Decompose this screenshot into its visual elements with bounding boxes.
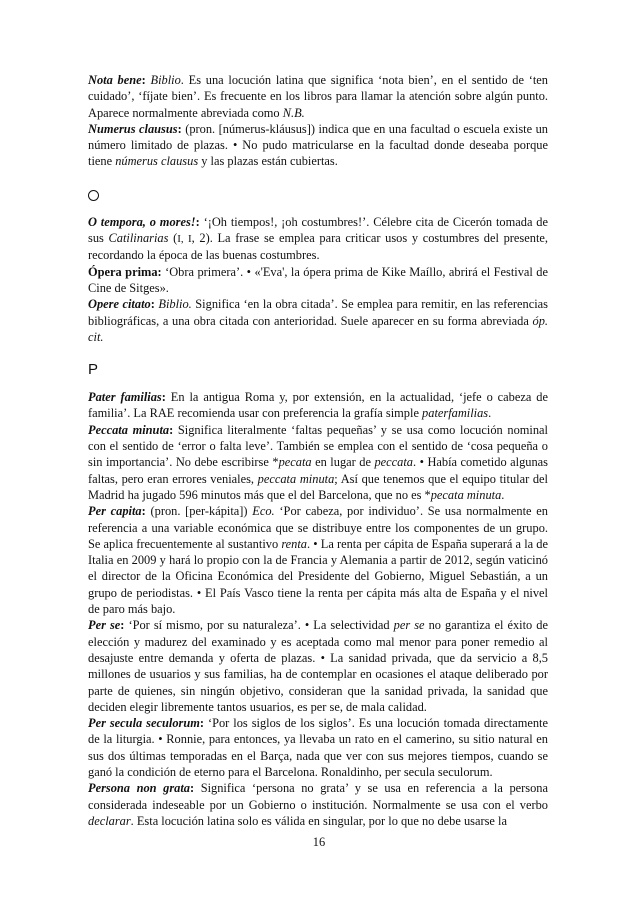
entry-text: . [501,487,505,502]
dictionary-entry [88,264,548,297]
dictionary-entry [88,296,548,345]
entry-text: ‘Por los siglos de los siglos’. Es una locución tomada directamente de la liturgia. • Ronnie, para entonces, ya llevaba un rato en el camerino, su sitio natural en sus dos últimas temporadas en el Barça, nada que ver con sus mejores tiempos, cuando se ganó la condición de eterno para el Barcelona. Ronaldinho, per secula seculorum. [88,716,548,779]
dictionary-entry [88,617,548,715]
section-letter-glyph [88,190,99,201]
entry-headword: Peccata minuta [88,422,170,437]
page-number: 16 [312,835,326,849]
entry-text: . [488,406,492,421]
entry-colon: : [195,214,204,229]
entry-colon: : [177,121,186,136]
entry-text: óp. cit. [88,313,548,344]
entry-text: . • La renta per cápita de España superará a la de Italia en 2009 y hará lo propio con la de Francia y Alemania a partir de 2012, según vaticinó el director de la Oficina Económica del Presidente del Gobierno, Miguel Sebastián, a un grupo de periodistas. • El País Vasco tiene la renta per cápita más alta de España y el nivel de paro más bajo. [88,536,548,617]
entry-text: ; Así que tenemos que el equipo titular del Madrid ha jugado 596 minutos más que el del Barcelona, que no es * [88,471,548,502]
entry-text: En la antigua Roma y, por extensión, en la actualidad, ‘jefe o cabeza de familia’. La RAE recomienda usar con preferencia la grafía simple [88,390,548,421]
entry-text: . Es una locución latina que significa ‘nota bien’, en el sentido de ‘ten cuidado’, ‘fíjate bien’. Es frecuente en los libros para llamar la atención sobre algún punto. Aparece normalmente abreviada como [88,73,549,120]
entry-colon: : [150,297,159,312]
dictionary-entry [88,389,548,422]
entry-headword: Per capita [88,504,142,519]
dictionary-entry [88,72,548,121]
entry-headword: O tempora, o mores! [88,214,196,229]
dictionary-entry [88,422,548,503]
entry-colon: : [141,504,151,519]
entry-text: no garantiza el éxito de elección y madurez del examinado y es aceptada como mal menor para poner remedio al desajuste entre demanda y oferta de plazas. • La sanidad privada, que da servicio a 8,5 millones de usuarios y sus familias, ha de contemplar en ocasiones el ataque deliberado por parte de quienes, sin ningún objetivo, consideran que la sanidad privada, la sanidad que deciden elegir libremente tantos usuarios, es per se, de mala calidad. [88,618,549,714]
entry-text: en lugar de [311,455,375,470]
entry-text: I, I [177,233,192,246]
entry-text: Significa literalmente ‘faltas pequeñas’ y se usa como locución nominal con el sentido de ‘error o falta leve’. También se emplea con el sentido de ‘cosa pequeña o sin importancia’. No debe escribirse * [88,422,548,470]
entry-headword: Per secula seculorum [88,716,200,731]
entry-text: per se [393,618,425,633]
entry-text: y las plazas están cubiertas. [198,154,338,169]
entry-text: Biblio [150,73,181,87]
section-letter-p: P [88,361,99,379]
dictionary-entry [88,214,548,264]
entry-text: . • Había cometido algunas faltas, pero eran errores veniales, [88,455,548,486]
entry-colon: : [169,422,178,437]
entry-colon: : [199,716,208,731]
dictionary-entry [88,780,548,829]
section-letter-o [88,186,548,204]
entry-headword: Ópera prima [88,264,158,279]
entry-text: Catilinarias [108,231,169,246]
entry-text: ‘Por cabeza, por individuo’. Se usa normalmente en referencia a una variable económica que se distribuye entre los componentes de un grupo. Se aplica frecuentemente al sustantivo [88,504,549,551]
entry-text: ‘¡Oh tiempos!, ¡oh costumbres!’. Célebre cita de Cicerón tomada de sus [88,214,548,246]
dictionary-entry [88,121,548,170]
entry-text: Significa ‘persona no grata’ y se usa en referencia a la persona considerada indeseable por un Gobierno o institución. Normalmente se usa con el verbo [88,781,548,812]
entry-headword: Per se [88,618,121,633]
entry-text: , 2). La frase se emplea para criticar usos y costumbres del presente, recordando la época de las buenas costumbres. [88,231,548,263]
entry-headword: Numerus clausus [88,121,178,136]
entry-headword: Persona non grata [88,781,190,796]
entry-text: peccata [374,455,413,470]
entry-headword: Opere citato [88,297,151,312]
entry-colon: : [157,264,166,279]
entry-text: ‘Obra primera’. • «'Eva', la ópera prima de Kike Maíllo, abrirá el Festival de Cine de Sitges». [88,264,548,295]
entry-colon: : [120,618,129,633]
entry-text: renta [281,536,308,551]
entry-text: númerus clausus [115,154,199,169]
entry-text: paterfamilias [422,406,489,421]
entry-text: . Esta locución latina solo es válida en singular, por lo que no debe usarse la [130,813,507,828]
dictionary-entry [88,715,548,780]
entry-text: Biblio. [158,297,192,312]
entry-text: (pron. [per-kápita]) [150,504,253,519]
entry-text: (pron. [númerus-kláusus]) indica que en una facultad o escuela existe un número limitado de plazas. • No pudo matricularse en la facultad donde deseaba porque tiene [88,121,548,169]
entry-text: N.B. [282,105,305,120]
entry-headword: Nota bene [88,73,142,87]
entry-text: pecata minuta [430,487,502,502]
entry-colon: : [161,390,171,405]
entry-text: Eco. [252,504,275,519]
entry-text: Significa ‘en la obra citada’. Se emplea para remitir, en las referencias bibliográficas, a una obra citada con anterioridad. Suele aparecer en su forma abreviada [88,297,548,328]
entry-text: pecata [278,455,312,470]
dictionary-entry [88,503,548,617]
entry-text: ( [168,231,178,246]
entry-text: ‘Por sí mismo, por su naturaleza’. • La selectividad [128,618,394,633]
entry-colon: : [141,73,151,87]
entry-headword: Pater familias [88,390,162,405]
entry-text: declarar [88,813,131,828]
entry-text: peccata minuta [257,471,335,486]
section-letter-text [99,186,100,187]
entry-colon: : [189,781,201,796]
dictionary-content [88,72,548,829]
